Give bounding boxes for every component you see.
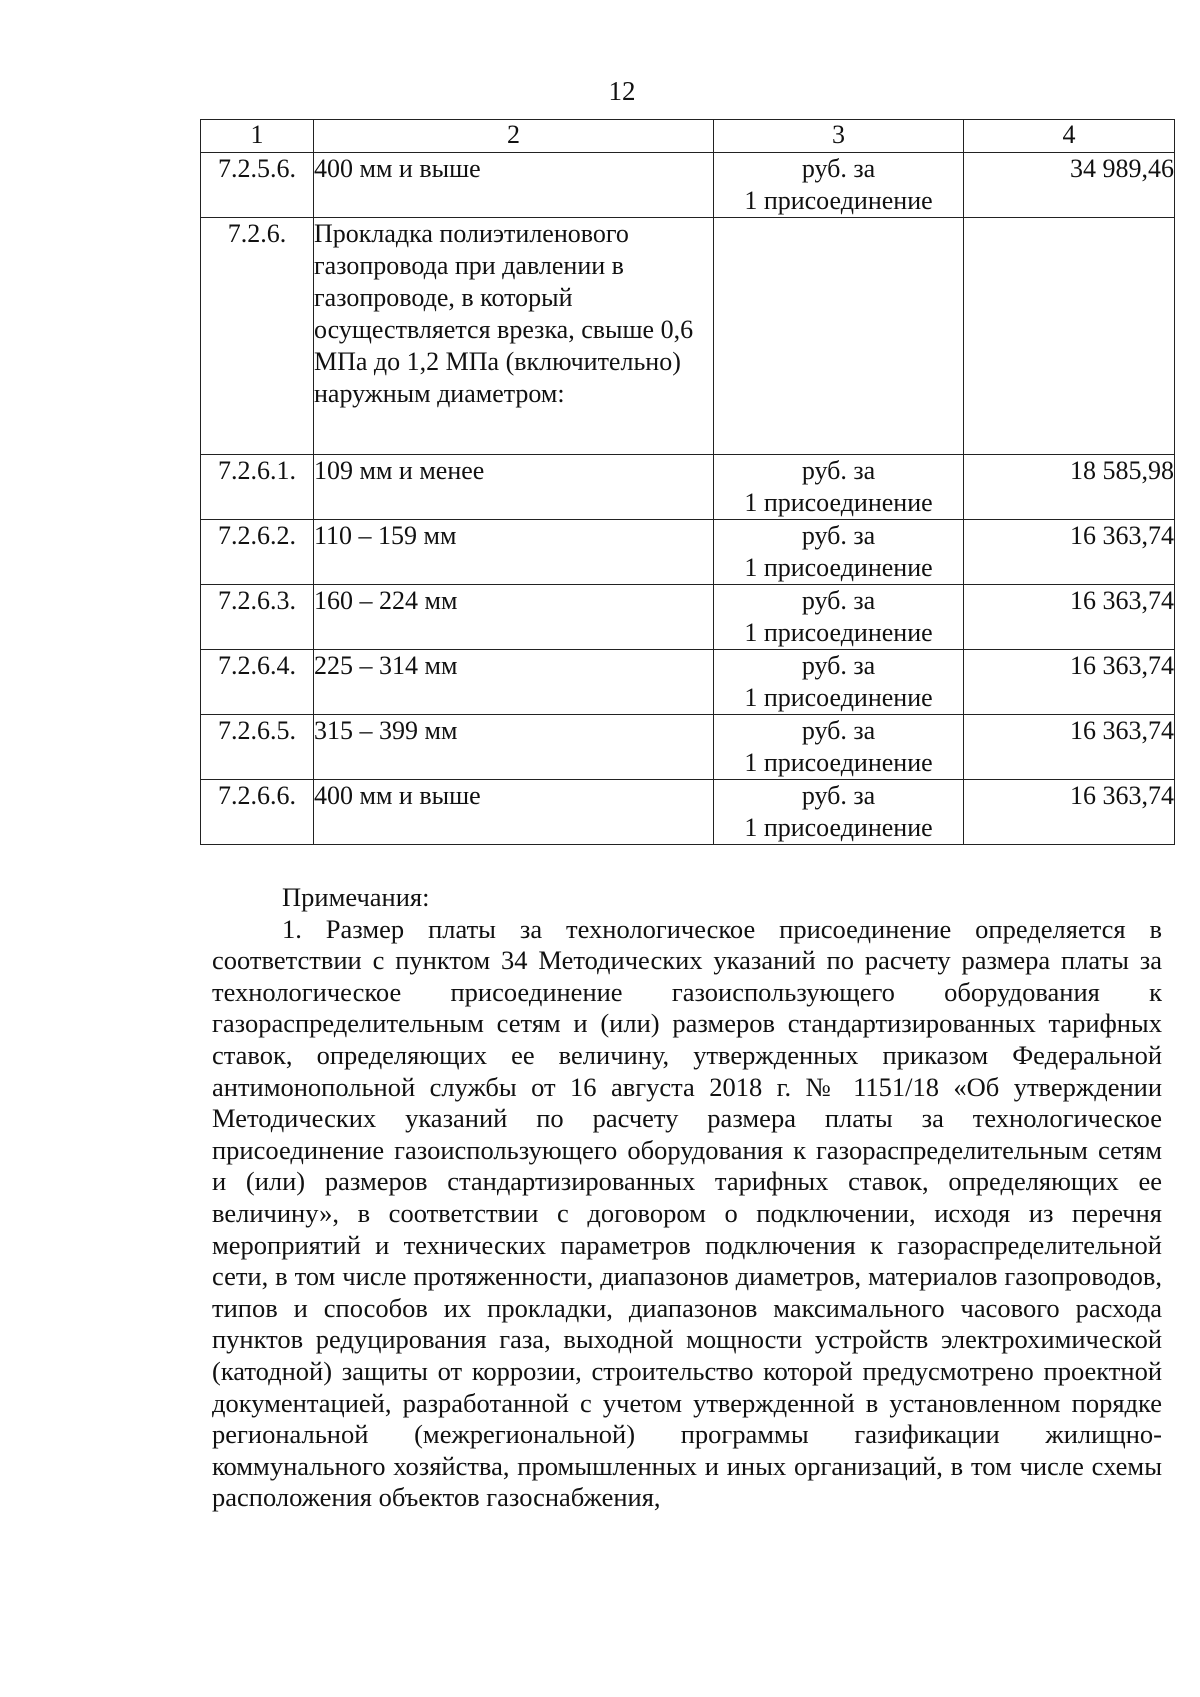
row-number: 7.2.6.6. <box>201 780 314 845</box>
row-unit <box>714 715 964 780</box>
row-price: 16 363,74 <box>964 715 1175 780</box>
row-unit <box>714 585 964 650</box>
row-unit <box>714 153 964 218</box>
row-number: 7.2.6.4. <box>201 650 314 715</box>
column-header-3: 3 <box>714 120 964 153</box>
unit-line-2: 1 присоединение <box>744 618 933 647</box>
row-description: 225 – 314 мм <box>314 650 714 715</box>
row-description: 315 – 399 мм <box>314 715 714 780</box>
column-header-1: 1 <box>201 120 314 153</box>
row-price: 16 363,74 <box>964 780 1175 845</box>
notes-section <box>212 882 1162 1514</box>
row-unit <box>714 650 964 715</box>
table-row <box>201 455 1175 520</box>
row-price <box>964 218 1175 455</box>
row-unit <box>714 780 964 845</box>
unit-line-1: руб. за <box>801 651 876 680</box>
unit-line-1: руб. за <box>801 154 876 183</box>
table-row <box>201 650 1175 715</box>
unit-line-2: 1 присоединение <box>744 488 933 517</box>
table-header-row <box>201 120 1175 153</box>
notes-title: Примечания: <box>282 882 430 912</box>
page-number: 12 <box>608 76 636 106</box>
notes-paragraph-1: 1. Размер платы за технологическое присоединение определяется в соответствии с пунктом 34 Методических указаний по расчету размера платы за технологическое присоединение газоиспользующего оборудования к газораспределительным сетям и (или) размеров стандартизированных тарифных ставок, определяющих ее величину, утвержденных приказом Федеральной антимонопольной службы от 16 августа 2018 г. № 1151/18 «Об утверждении Методических указаний по расчету размера платы за технологическое присоединение газоиспользующего оборудования к газораспределительным сетям и (или) размеров стандартизированных тарифных ставок, определяющих ее величину», в соответствии с договором о подключении, исходя из перечня мероприятий и технических параметров подключения к газораспределительной сети, в том числе протяженности, диапазонов диаметров, материалов газопроводов, типов и способов их прокладки, диапазонов максимального часового расхода пунктов редуцирования газа, выходной мощности устройств электрохимической (катодной) защиты от коррозии, строительство которой предусмотрено проектной документацией, разработанной с учетом утвержденной в установленном порядке региональной (межрегиональной) программы газификации жилищно-коммунального хозяйства, промышленных и иных организаций, в том числе схемы расположения объектов газоснабжения, <box>212 913 1162 1513</box>
unit-line-1: руб. за <box>801 716 876 745</box>
table-row <box>201 520 1175 585</box>
unit-line-1: руб. за <box>801 521 876 550</box>
row-price: 16 363,74 <box>964 520 1175 585</box>
row-unit <box>714 455 964 520</box>
row-description: 400 мм и выше <box>314 780 714 845</box>
unit-line-1: руб. за <box>801 456 876 485</box>
row-description: 160 – 224 мм <box>314 585 714 650</box>
table-row <box>201 585 1175 650</box>
row-price: 16 363,74 <box>964 650 1175 715</box>
column-header-4: 4 <box>964 120 1175 153</box>
table-row <box>201 218 1175 455</box>
unit-line-2: 1 присоединение <box>744 683 933 712</box>
row-description: 110 – 159 мм <box>314 520 714 585</box>
row-description: Прокладка полиэтиленового газопровода при давлении в газопроводе, в который осуществляется врезка, свыше 0,6 МПа до 1,2 МПа (включительно) наружным диаметром: <box>314 218 714 455</box>
row-price: 18 585,98 <box>964 455 1175 520</box>
row-unit <box>714 520 964 585</box>
row-number: 7.2.6.3. <box>201 585 314 650</box>
tariff-table <box>200 119 1175 845</box>
row-description: 400 мм и выше <box>314 153 714 218</box>
row-number: 7.2.6.2. <box>201 520 314 585</box>
row-description: 109 мм и менее <box>314 455 714 520</box>
unit-line-2: 1 присоединение <box>744 748 933 777</box>
row-number: 7.2.6.5. <box>201 715 314 780</box>
table-row <box>201 153 1175 218</box>
row-price: 34 989,46 <box>964 153 1175 218</box>
unit-line-1: руб. за <box>801 586 876 615</box>
row-number: 7.2.5.6. <box>201 153 314 218</box>
table-row <box>201 715 1175 780</box>
row-number: 7.2.6. <box>201 218 314 455</box>
row-number: 7.2.6.1. <box>201 455 314 520</box>
column-header-2: 2 <box>314 120 714 153</box>
unit-line-2: 1 присоединение <box>744 813 933 842</box>
row-unit <box>714 218 964 455</box>
table-row <box>201 780 1175 845</box>
unit-line-2: 1 присоединение <box>744 553 933 582</box>
row-price: 16 363,74 <box>964 585 1175 650</box>
unit-line-1: руб. за <box>801 781 876 810</box>
unit-line-2: 1 присоединение <box>744 186 933 215</box>
